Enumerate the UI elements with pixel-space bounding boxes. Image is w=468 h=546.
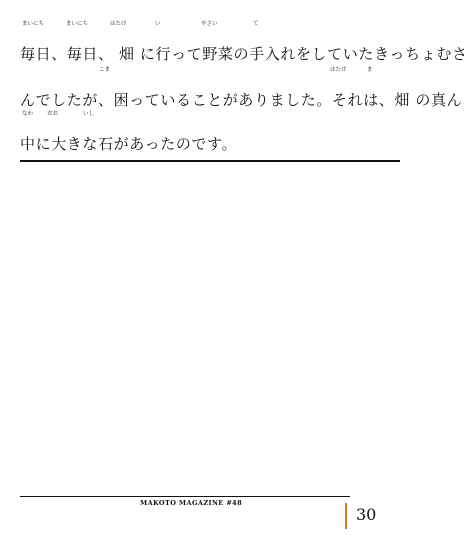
furigana-3: はたけ xyxy=(110,21,127,27)
furigana-9: ま xyxy=(367,67,373,73)
furigana-6: て xyxy=(253,21,259,27)
furigana-1: まいにち xyxy=(22,21,45,27)
furigana-5: やさい xyxy=(201,21,218,27)
heading-line-3 xyxy=(20,110,400,154)
footer-rule xyxy=(20,496,350,497)
heading-text-3: 中に大きな石があったのです。 xyxy=(20,135,238,153)
accent-bar xyxy=(345,503,347,529)
furigana-11: おお xyxy=(47,111,59,117)
section-divider xyxy=(20,160,400,162)
furigana-4: い xyxy=(155,21,161,27)
furigana-12: いし xyxy=(83,111,95,117)
furigana-2: まいにち xyxy=(66,21,89,27)
furigana-8: はたけ xyxy=(330,67,347,73)
heading-line-2 xyxy=(20,66,463,110)
heading-text-1: 毎日、毎日、 畑 に行って野菜の手入れをしていたきっちょむさ xyxy=(20,45,468,63)
furigana-10: なか xyxy=(22,111,34,117)
heading-text-2: んでしたが、困っていることがありました。それは、畑 の真ん xyxy=(20,91,463,109)
magazine-title: MAKOTO MAGAZINE #48 xyxy=(140,499,243,507)
page-number: 30 xyxy=(356,505,377,524)
heading-line-1 xyxy=(20,20,468,64)
furigana-7: こま xyxy=(99,67,111,73)
